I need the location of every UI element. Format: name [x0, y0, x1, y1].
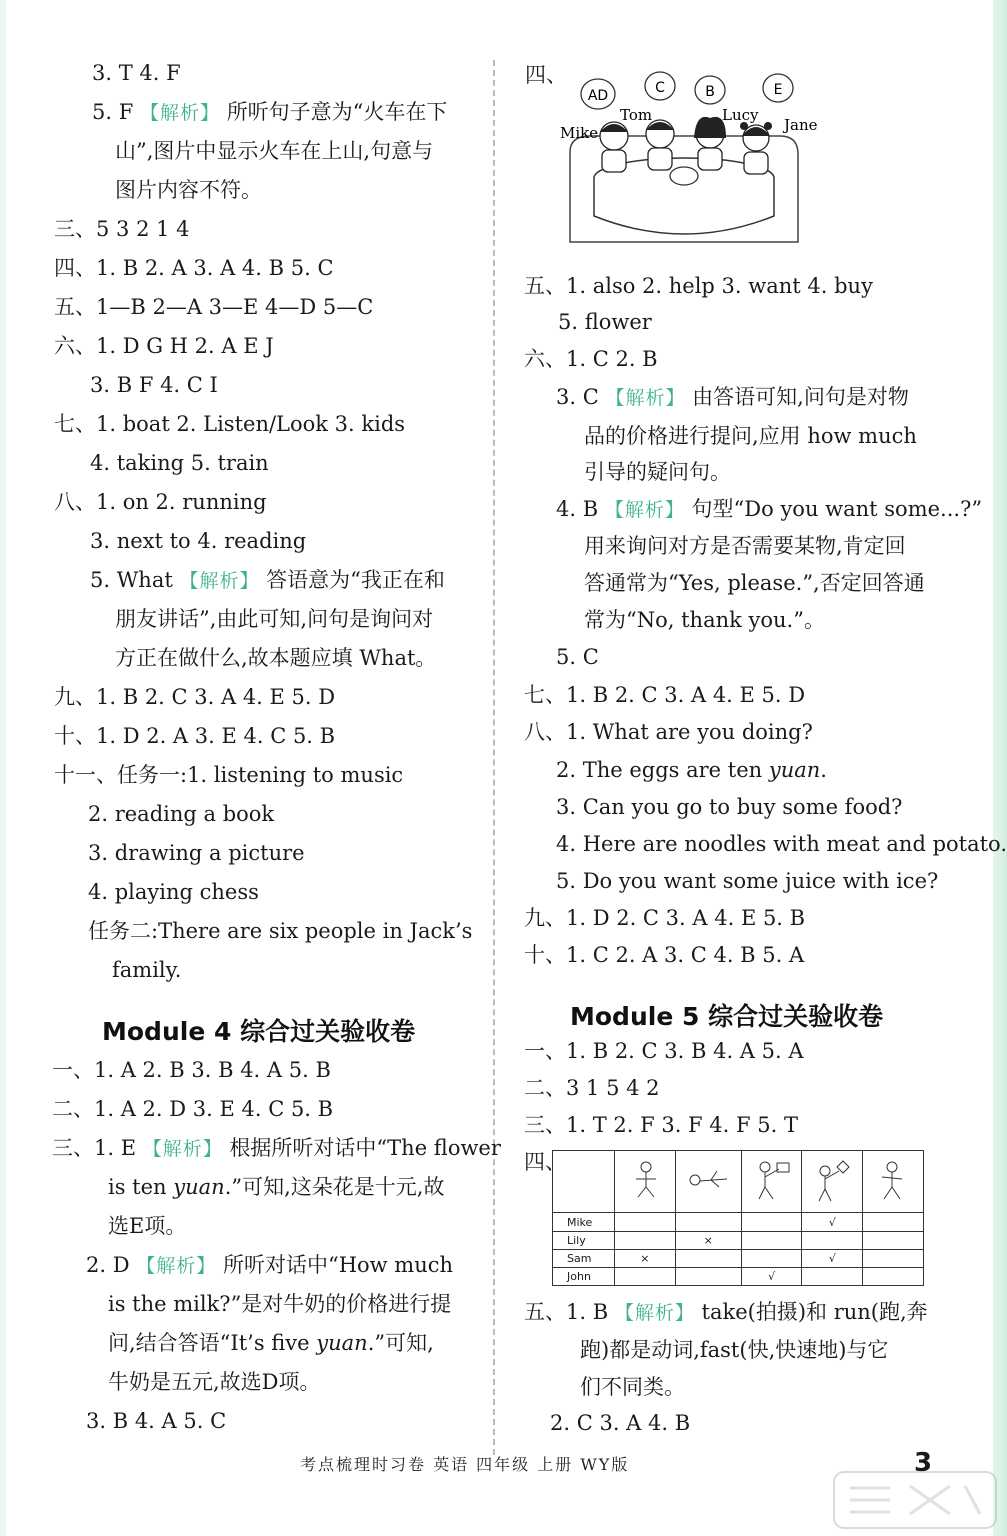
answer-line: 六、1. D G H 2. A E J [54, 334, 274, 358]
analysis-tag: 【解析】 [605, 387, 686, 409]
item-number: 5. F [92, 100, 134, 124]
analysis-text: 答语意为“我正在和 [266, 568, 445, 592]
answer-line: 答通常为“Yes, please.”,否定回答通 [584, 571, 925, 595]
answer-line: 3. B 4. A 5. C [86, 1409, 227, 1433]
bubble-tom [645, 72, 675, 100]
module-5-heading: Module 5 综合过关验收卷 [570, 1002, 884, 1031]
answer-line: is the milk?”是对牛奶的价格进行提 [108, 1292, 452, 1316]
answer-line [86, 1250, 453, 1282]
running-figure-icon [870, 1157, 916, 1203]
kid-tom [646, 120, 674, 170]
answer-line: 五、1. also 2. help 3. want 4. buy [524, 274, 873, 298]
answer-line [90, 565, 445, 597]
watermark-logo [830, 1468, 1000, 1532]
answer-line: 用来询问对方是否需要某物,肯定回 [584, 534, 906, 558]
kid-jane [740, 122, 772, 174]
section-label: 四、 [524, 1150, 566, 1174]
table-cell [615, 1213, 676, 1231]
camera-figure-icon [749, 1157, 795, 1203]
bubble-mike [581, 79, 615, 109]
row-name: Lily [553, 1231, 615, 1249]
text-run: . [820, 758, 827, 782]
text-run: 问,结合答语“It’s five [108, 1331, 317, 1355]
italic-text: yuan [173, 1175, 225, 1199]
answer-line: 十、1. C 2. A 3. C 4. B 5. A [524, 943, 805, 967]
row-name: Mike [553, 1213, 615, 1231]
analysis-text: take(拍摄)和 run(跑,奔 [701, 1300, 928, 1324]
table-cell [675, 1213, 741, 1231]
module-4-heading: Module 4 综合过关验收卷 [102, 1017, 416, 1046]
table-cell [615, 1231, 676, 1249]
answer-line: 3. next to 4. reading [90, 529, 307, 553]
answer-line: 六、1. C 2. B [524, 347, 658, 371]
table-cell: × [615, 1249, 676, 1267]
answer-line [556, 494, 982, 526]
analysis-tag: 【解析】 [614, 1302, 695, 1324]
name-label: Tom [620, 106, 653, 124]
answer-line: 4. Here are noodles with meat and potato. [556, 832, 1007, 856]
item-number: 3. C [556, 385, 599, 409]
row-name: Sam [553, 1249, 615, 1267]
row-name: John [553, 1267, 615, 1285]
analysis-tag: 【解析】 [179, 570, 260, 592]
answer-line [524, 1297, 928, 1329]
answer-line: 2. C 3. A 4. B [550, 1411, 691, 1435]
analysis-text: 根据所听对话中“The flower [229, 1136, 501, 1160]
answer-line: 任务二:There are six people in Jack’s [88, 919, 473, 943]
answer-line [556, 382, 909, 414]
answer-line: 选E项。 [108, 1214, 187, 1238]
page-edge-left [0, 0, 6, 1536]
teapot [670, 167, 698, 185]
table-cell [863, 1213, 924, 1231]
text-run: .”可知,这朵花是十元,故 [224, 1175, 445, 1199]
italic-text: yuan [768, 758, 821, 782]
answer-line: 3. Can you go to buy some food? [556, 795, 903, 819]
answer-line: 二、3 1 5 4 2 [524, 1076, 660, 1100]
table-cell [741, 1249, 802, 1267]
answer-line: 引导的疑问句。 [584, 460, 731, 484]
answer-line: 一、1. B 2. C 3. B 4. A 5. A [524, 1039, 804, 1063]
activity-picture [615, 1151, 676, 1213]
table-cell: × [675, 1231, 741, 1249]
table-header-row [553, 1151, 924, 1213]
table-cell [675, 1267, 741, 1285]
activity-picture [802, 1151, 863, 1213]
page-number: 3 [914, 1448, 933, 1478]
bubble-label: AD [587, 88, 609, 104]
analysis-tag: 【解析】 [136, 1255, 217, 1277]
activity-table [552, 1150, 924, 1286]
answer-line [556, 755, 827, 787]
activity-picture [863, 1151, 924, 1213]
table-cell [802, 1231, 863, 1249]
bubble-label: C [655, 80, 665, 96]
table-cell [863, 1231, 924, 1249]
answer-line: 常为“No, thank you.”。 [584, 608, 825, 632]
italic-text: yuan [316, 1331, 368, 1355]
name-label: Mike [560, 124, 599, 142]
dinner-table-illustration [560, 66, 818, 252]
table-cell [741, 1231, 802, 1249]
answer-line: 5. flower [558, 310, 652, 334]
kid-lucy [694, 117, 726, 170]
table-cell: √ [802, 1213, 863, 1231]
answer-line: 4. taking 5. train [90, 451, 269, 475]
table-row [553, 1213, 924, 1231]
table-cell [615, 1267, 676, 1285]
item-number: 2. D [86, 1253, 130, 1277]
answer-line: 十、1. D 2. A 3. E 4. C 5. B [54, 724, 336, 748]
answer-line: 三、1. T 2. F 3. F 4. F 5. T [524, 1113, 798, 1137]
answer-line: 们不同类。 [580, 1375, 685, 1399]
answer-line: 跑)都是动词,fast(快,快速地)与它 [580, 1338, 889, 1362]
answer-line: 3. B F 4. C I [90, 373, 218, 397]
answer-line: 四、1. B 2. A 3. A 4. B 5. C [54, 256, 334, 280]
answer-line: 二、1. A 2. D 3. E 4. C 5. B [52, 1097, 334, 1121]
answer-line: 4. playing chess [88, 880, 259, 904]
table-cell [741, 1213, 802, 1231]
answer-line [52, 1133, 501, 1165]
answer-line [108, 1172, 444, 1204]
answer-line: 八、1. on 2. running [54, 490, 267, 514]
answer-line: 方正在做什么,故本题应填 What。 [115, 646, 437, 670]
answer-line: 五、1—B 2—A 3—E 4—D 5—C [54, 295, 374, 319]
bubble-label: E [773, 82, 783, 98]
table-cell [863, 1267, 924, 1285]
table-cell [802, 1267, 863, 1285]
answer-line: family. [112, 958, 182, 982]
table-row [553, 1249, 924, 1267]
bubble-jane [763, 74, 793, 102]
lying-figure-icon [683, 1165, 733, 1195]
item-number: 4. B [556, 497, 599, 521]
activity-picture [741, 1151, 802, 1213]
answer-line [108, 1328, 434, 1360]
table-row [553, 1231, 924, 1249]
activity-picture [675, 1151, 741, 1213]
answer-line: 牛奶是五元,故选D项。 [108, 1370, 321, 1394]
bubble-label: B [705, 84, 715, 100]
answer-line: 3. T 4. F [92, 61, 181, 85]
table-cloth [594, 178, 774, 234]
answer-line: 八、1. What are you doing? [524, 720, 813, 744]
name-label: Lucy [722, 106, 759, 124]
answer-line: 七、1. boat 2. Listen/Look 3. kids [54, 412, 406, 436]
text-run: .”可知, [367, 1331, 434, 1355]
bubble-lucy [695, 76, 725, 104]
section-label: 四、 [525, 63, 567, 87]
name-label: Jane [784, 116, 818, 134]
analysis-tag: 【解析】 [139, 102, 220, 124]
answer-line: 2. reading a book [88, 802, 275, 826]
answer-line: 三、5 3 2 1 4 [54, 217, 190, 241]
answer-line: 品的价格进行提问,应用 how much [584, 424, 917, 448]
page-edge-right [993, 0, 1007, 1536]
analysis-tag: 【解析】 [604, 499, 685, 521]
table-row [553, 1267, 924, 1285]
text-run: 2. The eggs are ten [556, 758, 769, 782]
analysis-text: 所听对话中“How much [222, 1253, 454, 1277]
answer-line: 图片内容不符。 [115, 178, 262, 202]
kite-figure-icon [809, 1157, 855, 1203]
answer-line: 九、1. D 2. C 3. A 4. E 5. B [524, 906, 806, 930]
answer-line: 十一、任务一:1. listening to music [54, 763, 404, 787]
answer-line: 5. C [556, 645, 599, 669]
answer-line: 山”,图片中显示火车在上山,句意与 [115, 139, 434, 163]
answer-line [92, 97, 447, 129]
analysis-tag: 【解析】 [142, 1138, 223, 1160]
table-cell: √ [741, 1267, 802, 1285]
answer-line: 朋友讲话”,由此可知,问句是询问对 [115, 607, 434, 631]
answer-line: 七、1. B 2. C 3. A 4. E 5. D [524, 683, 806, 707]
answer-line: 一、1. A 2. B 3. B 4. A 5. B [52, 1058, 331, 1082]
table-cell: √ [802, 1249, 863, 1267]
page-footer: 考点梳理时习卷 英语 四年级 上册 WY版 [300, 1455, 630, 1474]
item-number: 五、1. B [524, 1300, 609, 1324]
answer-line: 3. drawing a picture [88, 841, 305, 865]
kid-mike [600, 122, 628, 172]
item-number: 5. What [90, 568, 173, 592]
answer-line: 九、1. B 2. C 3. A 4. E 5. D [54, 685, 336, 709]
column-divider [493, 60, 495, 1455]
analysis-text: 由答语可知,问句是对物 [692, 385, 909, 409]
stick-figure-icon [622, 1157, 668, 1203]
analysis-text: 所听句子意为“火车在下 [226, 100, 448, 124]
table-header-blank [553, 1151, 615, 1213]
analysis-text: 句型“Do you want some...?” [691, 497, 983, 521]
text-run: is ten [108, 1175, 174, 1199]
answer-line: 5. Do you want some juice with ice? [556, 869, 939, 893]
table-cell [675, 1249, 741, 1267]
item-number: 三、1. E [52, 1136, 137, 1160]
table-cell [863, 1249, 924, 1267]
